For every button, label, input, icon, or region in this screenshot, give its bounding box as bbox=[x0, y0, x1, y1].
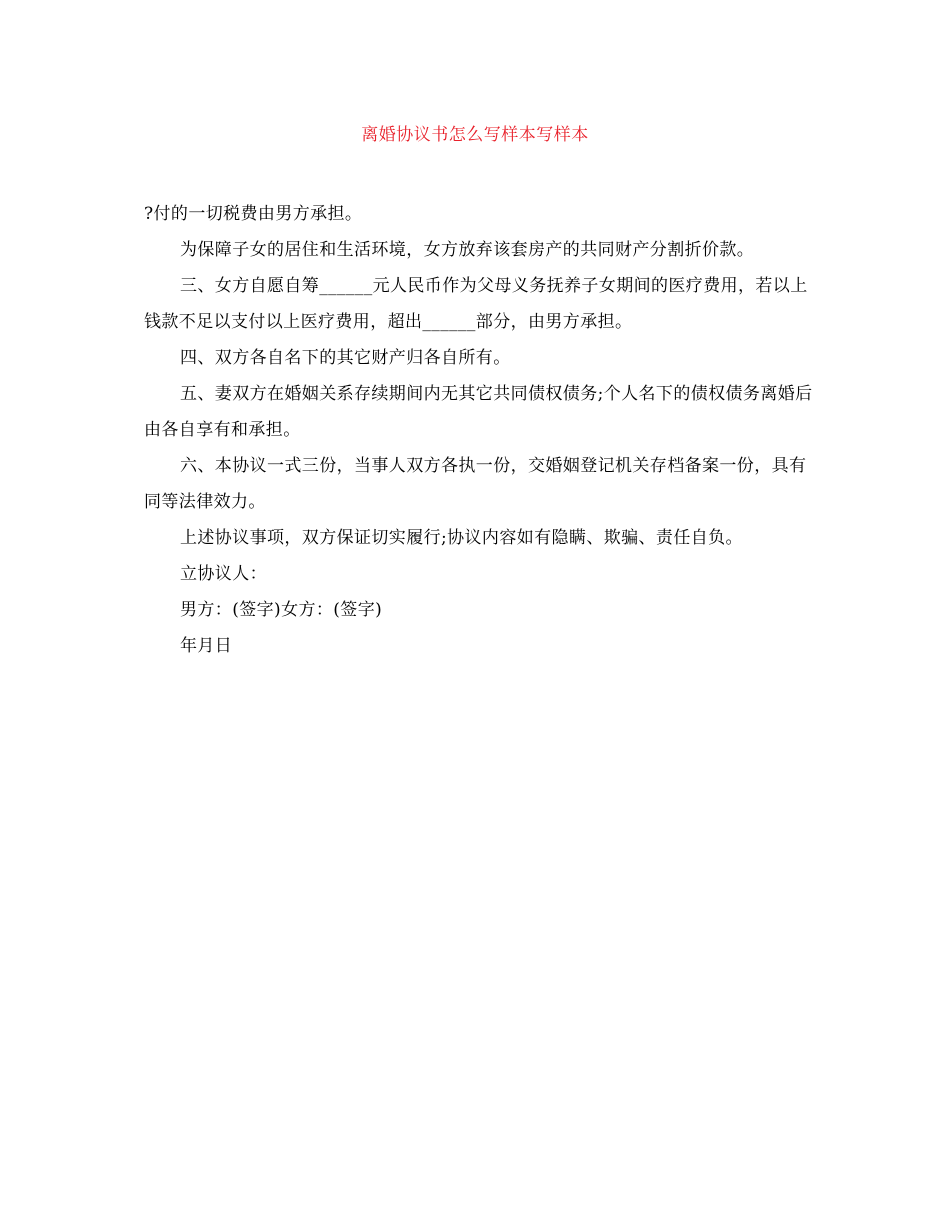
document-title: 离婚协议书怎么写样本写样本 bbox=[361, 125, 589, 145]
document-body bbox=[144, 196, 814, 664]
paragraph-copies: 六、本协议一式三份，当事人双方各执一份，交婚姻登记机关存档备案一份，具有同等法律效力。 bbox=[144, 456, 807, 512]
date-line: 年月日 bbox=[180, 636, 233, 656]
paragraph-housing: 为保障子女的居住和生活环境，女方放弃该套房产的共同财产分割折价款。 bbox=[180, 240, 755, 260]
paragraph-guarantee: 上述协议事项，双方保证切实履行;协议内容如有隐瞒、欺骗、责任自负。 bbox=[180, 528, 743, 548]
signatories-label: 立协议人： bbox=[180, 564, 267, 584]
paragraph-tax-continuation: ?付的一切税费由男方承担。 bbox=[144, 204, 363, 224]
paragraph-debts: 五、妻双方在婚姻关系存续期间内无其它共同债权债务;个人名下的债权债务离婚后由各自享有和承担。 bbox=[144, 384, 813, 440]
paragraph-medical-fee: 三、女方自愿自筹______元人民币作为父母义务抚养子女期间的医疗费用，若以上钱款不足以支付以上医疗费用，超出______部分，由男方承担。 bbox=[144, 276, 808, 332]
paragraph-other-property: 四、双方各自名下的其它财产归各自所有。 bbox=[180, 348, 511, 368]
signature-line: 男方：(签字)女方：(签字) bbox=[180, 600, 383, 620]
